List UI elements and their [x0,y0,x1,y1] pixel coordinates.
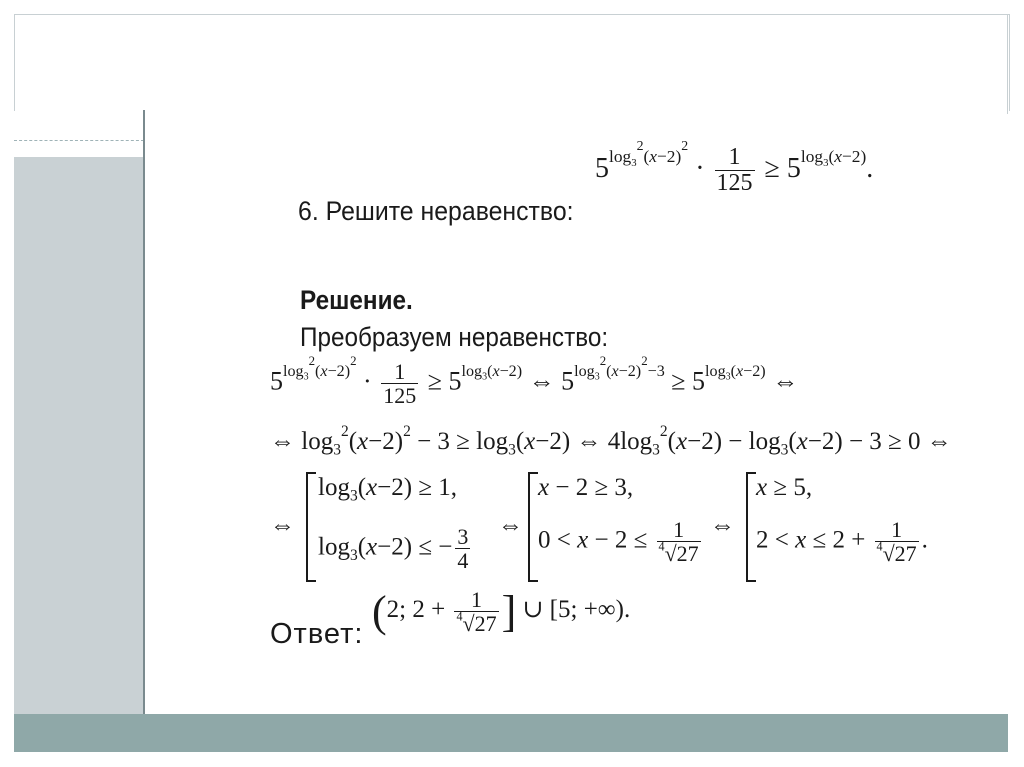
answer-union: ∪ [5; +∞). [522,596,631,624]
problem-label: 6. Решите неравенство: [298,196,574,226]
union-bracket-2 [528,472,538,582]
step-line-1: $5^{log_3^2(x-2)^2}$ · $\frac{1}{125}$ ≥ $5^{log_3(x-2)}$ ⇔ $5^{log_3^2(x-2)^2-3} \ge 5^{log_3(x-2)}$ ⇔ [270,353,799,409]
solution-heading: Решение. [300,285,413,315]
frame-right-border [1007,14,1008,114]
equiv-arrow-b: ⇔ [498,512,523,539]
sidebar-panel [14,157,143,714]
answer-label: Ответ: [270,618,364,650]
problem-inequality: $5^{log_3^2(x-2)^2}$ · $\frac{1}{125}$ ≥ $5^{log_3(x-2)}$. [595,139,874,197]
case-1b: $\log_3(x-2)$ ≤ − $\frac{3}{4}$ [318,524,469,574]
slide-title-area [14,14,1010,111]
union-bracket-3 [746,472,756,582]
sidebar-dotted-divider [14,140,144,141]
content-divider-line [143,110,145,715]
equiv-arrow-c: ⇔ [710,512,735,539]
step-line-2: ⇔ $\log_3^2(x-2)^2 - 3 \ge \log_3(x-2)$ ⇔ $4\log_3^2(x-2) - \log_3(x-2) - 3 \ge 0$ ⇔ [270,422,952,459]
equiv-arrow-a: ⇔ [270,512,295,539]
case-1a: $\log_3(x-2) \ge 1$, [318,474,458,505]
solution-intro: Преобразуем неравенство: [300,322,609,352]
answer-expression: (2; 2 + $\frac{1}{^4√27}$ ] ∪ [5; +∞). [372,586,631,636]
case-3b: 2 < x ≤ 2 + $\frac{1}{^4√27}$ . [756,517,928,567]
union-bracket-1 [306,472,316,582]
footer-bar [14,714,1008,752]
case-2a: x − 2 ≥ 3, [538,474,634,501]
case-2b: 0 < x − 2 ≤ $\frac{1}{^4√27}$ [538,517,699,567]
case-3a: x ≥ 5, [756,474,813,501]
